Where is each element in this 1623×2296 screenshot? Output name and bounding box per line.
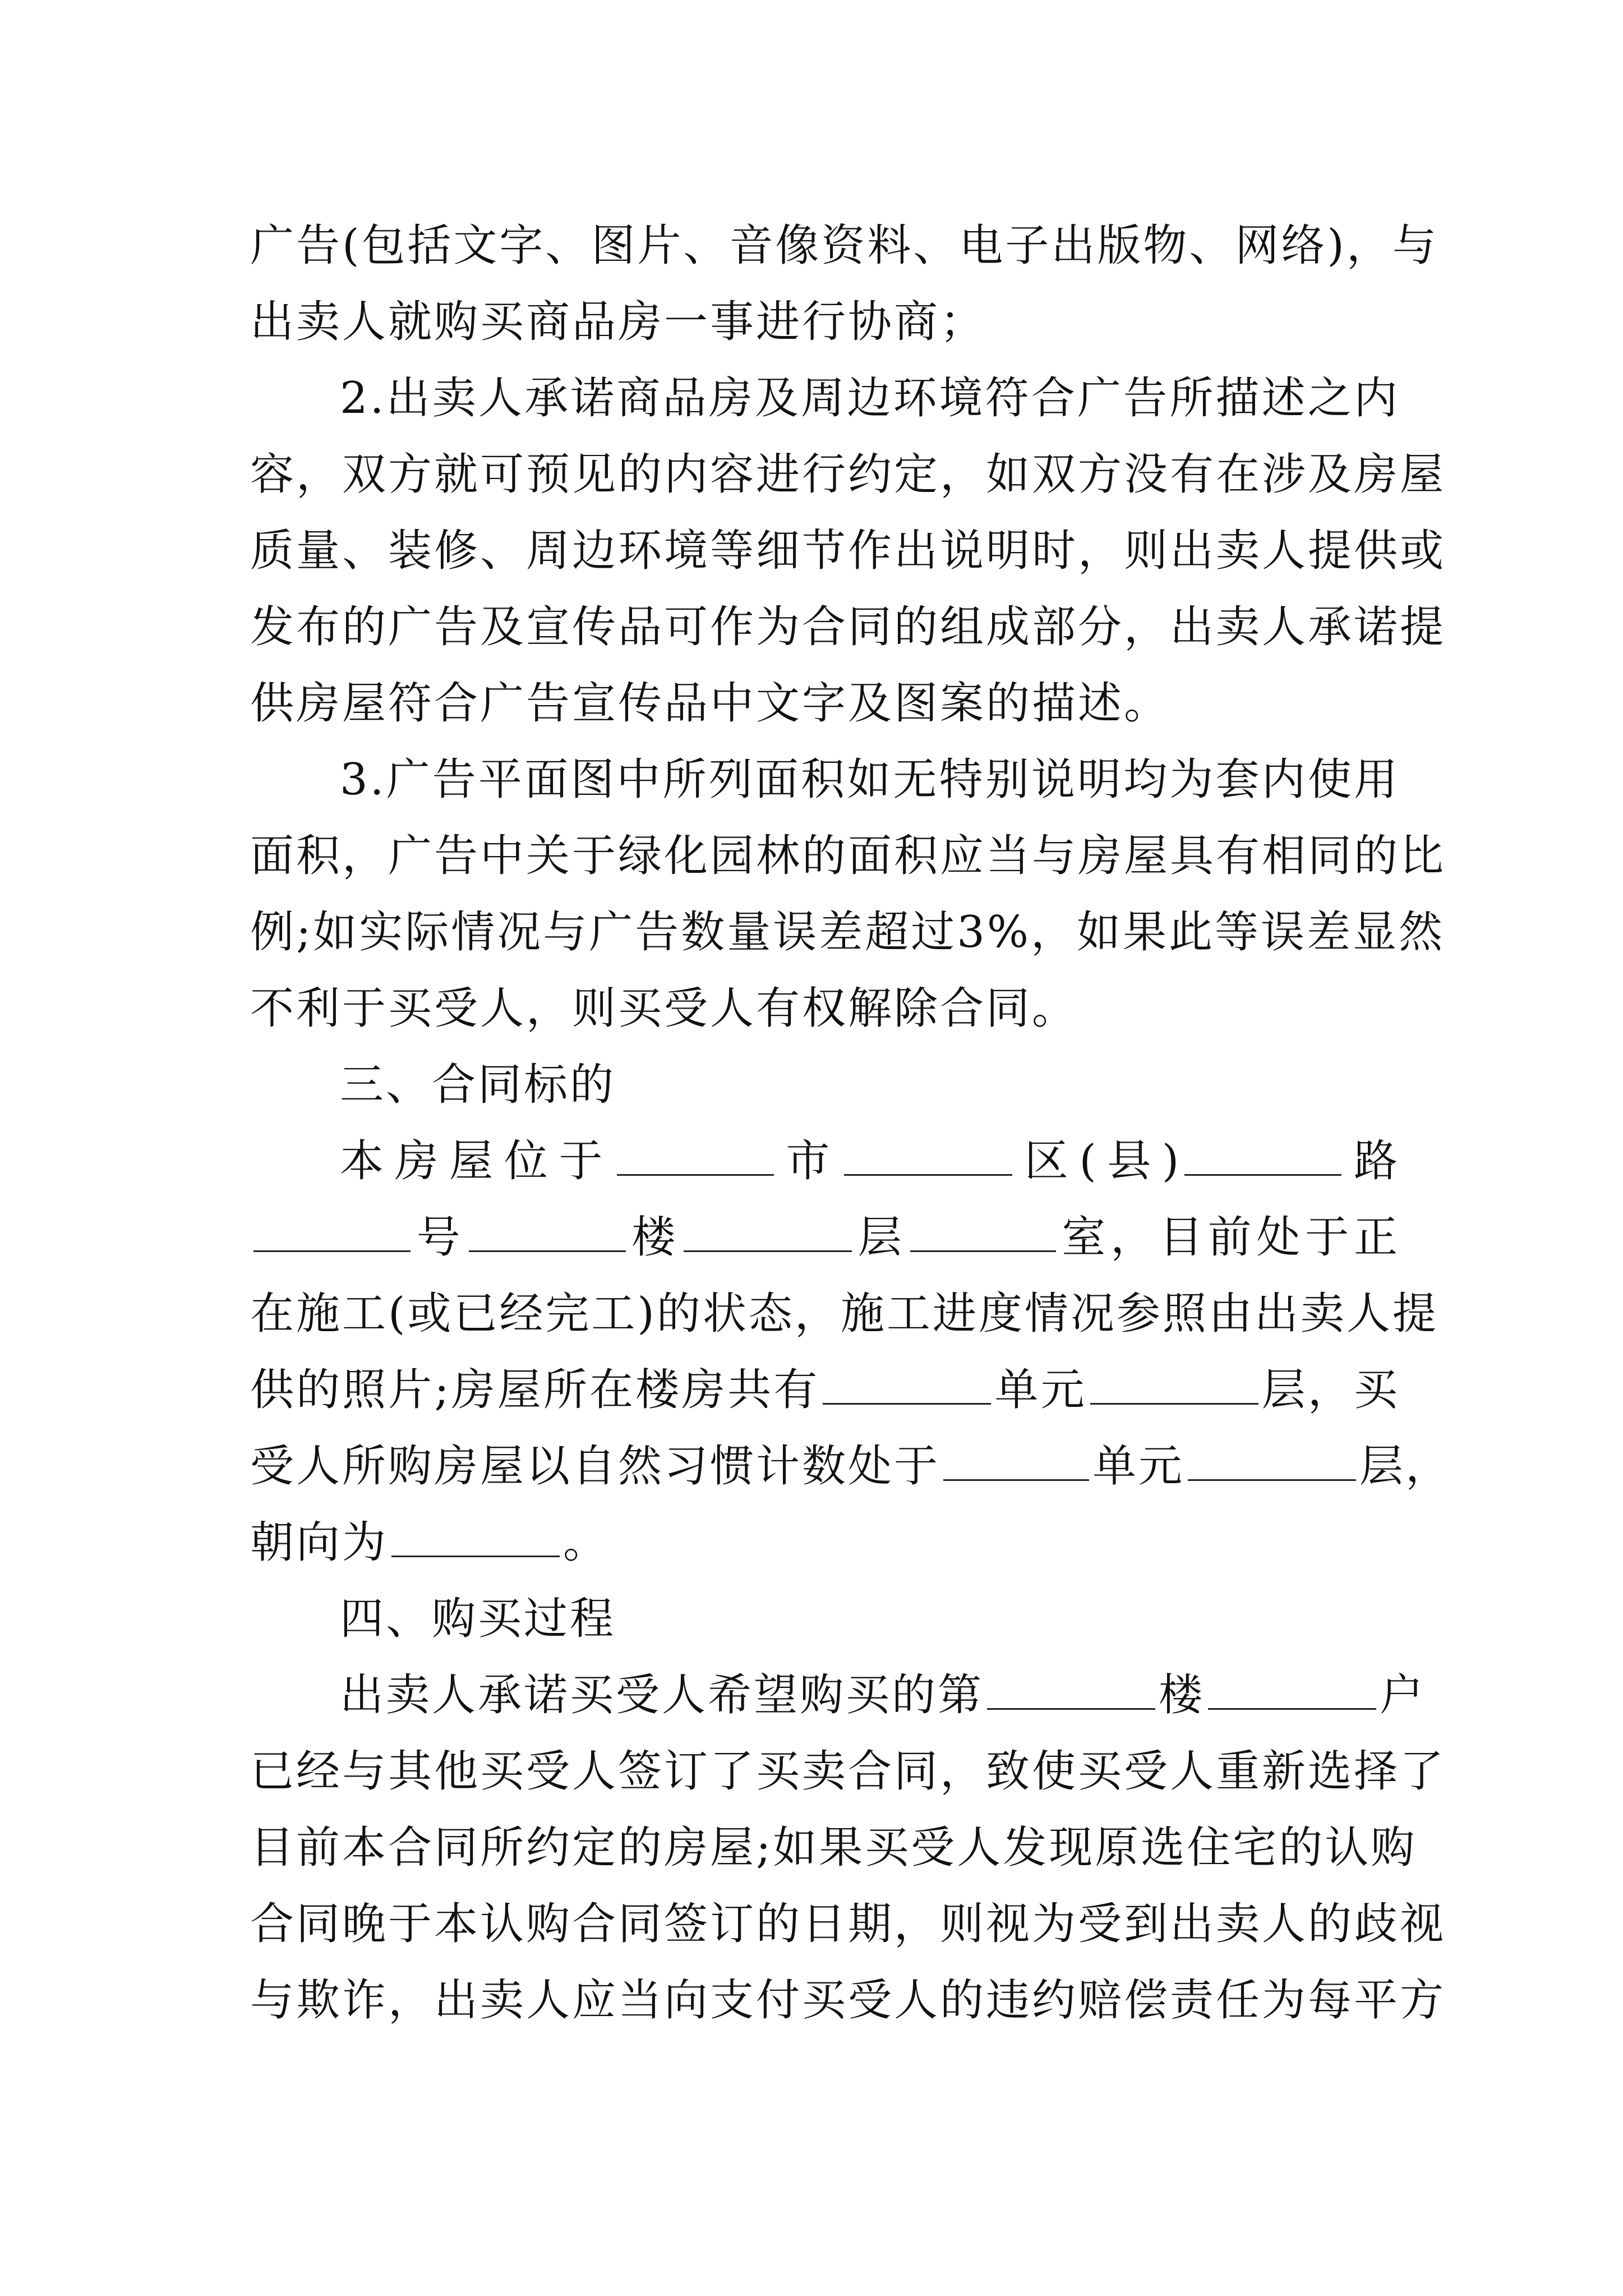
text-line xyxy=(250,1428,1452,1504)
text-fragment: 号 xyxy=(414,1212,465,1263)
text-line: 发布的广告及宣传品可作为合同的组成部分，出卖人承诺提 xyxy=(250,602,1446,652)
text-fragment: 楼 xyxy=(629,1212,681,1263)
text-fragment: 单元 xyxy=(1092,1441,1185,1492)
text-fragment: 层 xyxy=(855,1212,907,1263)
text-line: 例;如实际情况与广告数量误差超过3%，如果此等误差显然 xyxy=(250,907,1445,958)
document-body xyxy=(250,208,1452,2039)
text-fragment: 单元 xyxy=(994,1365,1087,1415)
text-fragment: 朝向为 xyxy=(250,1517,389,1568)
text-fragment: 受人所购房屋以自然习惯计数处于 xyxy=(250,1441,940,1492)
fill-blank xyxy=(617,1135,774,1176)
fill-blank xyxy=(1090,1364,1258,1405)
fill-blank xyxy=(910,1211,1056,1252)
text-line: 在施工(或已经完工)的状态，施工进度情况参照由出卖人提 xyxy=(250,1289,1438,1339)
text-fragment: 楼 xyxy=(1159,1670,1205,1720)
text-line xyxy=(250,1504,1400,1581)
text-line: 已经与其他买受人签订了买卖合同，致使买受人重新选择了 xyxy=(250,1746,1446,1797)
text-line: 质量、装修、周边环境等细节作出说明时，则出卖人提供或 xyxy=(250,526,1446,576)
text-line xyxy=(250,1352,1400,1428)
fill-blank xyxy=(943,1440,1089,1481)
text-line: 与欺诈，出卖人应当向支付买受人的违约赔偿责任为每平方 xyxy=(250,1975,1446,2026)
text-line: 目前本合同所约定的房屋;如果买受人发现原选住宅的认购 xyxy=(250,1823,1417,1873)
text-line: 3.广告平面图中所列面积如无特别说明均为套内使用 xyxy=(340,754,1400,805)
fill-blank xyxy=(469,1211,626,1252)
text-line: 出卖人就购买商品房一事进行协商； xyxy=(250,297,986,347)
text-fragment: 路 xyxy=(1345,1136,1400,1186)
fill-blank xyxy=(1184,1135,1341,1176)
section-heading: 四、购买过程 xyxy=(340,1594,616,1644)
text-line: 合同晚于本认购合同签订的日期，则视为受到出卖人的歧视 xyxy=(250,1899,1446,1949)
fill-blank xyxy=(1208,1669,1376,1710)
text-line: 供房屋符合广告宣传品中文字及图案的描述。 xyxy=(250,678,1170,729)
text-line xyxy=(250,1657,1426,1733)
text-line xyxy=(250,1199,1400,1276)
text-fragment: 。 xyxy=(563,1517,610,1568)
section-heading: 三、合同标的 xyxy=(340,1060,616,1110)
fill-blank xyxy=(823,1364,991,1405)
fill-blank xyxy=(253,1211,411,1252)
text-line xyxy=(250,1123,1400,1199)
text-fragment: 本房屋位于 xyxy=(340,1136,614,1186)
text-line: 不利于买受人，则买受人有权解除合同。 xyxy=(250,983,1078,1034)
fill-blank xyxy=(844,1135,1012,1176)
text-fragment: 出卖人承诺买受人希望购买的第 xyxy=(340,1670,984,1720)
text-line: 面积，广告中关于绿化园林的面积应当与房屋具有相同的比 xyxy=(250,831,1446,881)
text-fragment: 供的照片;房屋所在楼房共有 xyxy=(250,1365,820,1415)
text-line: 容，双方就可预见的内容进行约定，如双方没有在涉及房屋 xyxy=(250,449,1446,500)
text-line: 广告(包括文字、图片、音像资料、电子出版物、网络)，与 xyxy=(250,220,1438,271)
text-fragment: 层，买 xyxy=(1261,1365,1400,1415)
fill-blank xyxy=(684,1211,852,1252)
text-fragment: 市 xyxy=(777,1136,841,1186)
text-line: 2.出卖人承诺商品房及周边环境符合广告所描述之内 xyxy=(340,373,1400,424)
fill-blank xyxy=(1188,1440,1356,1481)
fill-blank xyxy=(987,1669,1155,1710)
text-fragment: 区(县) xyxy=(1016,1136,1182,1186)
text-fragment: 层， xyxy=(1359,1441,1452,1492)
text-fragment: 室，目前处于正 xyxy=(1059,1212,1400,1263)
text-fragment: 户 xyxy=(1380,1670,1426,1720)
fill-blank xyxy=(391,1516,560,1557)
